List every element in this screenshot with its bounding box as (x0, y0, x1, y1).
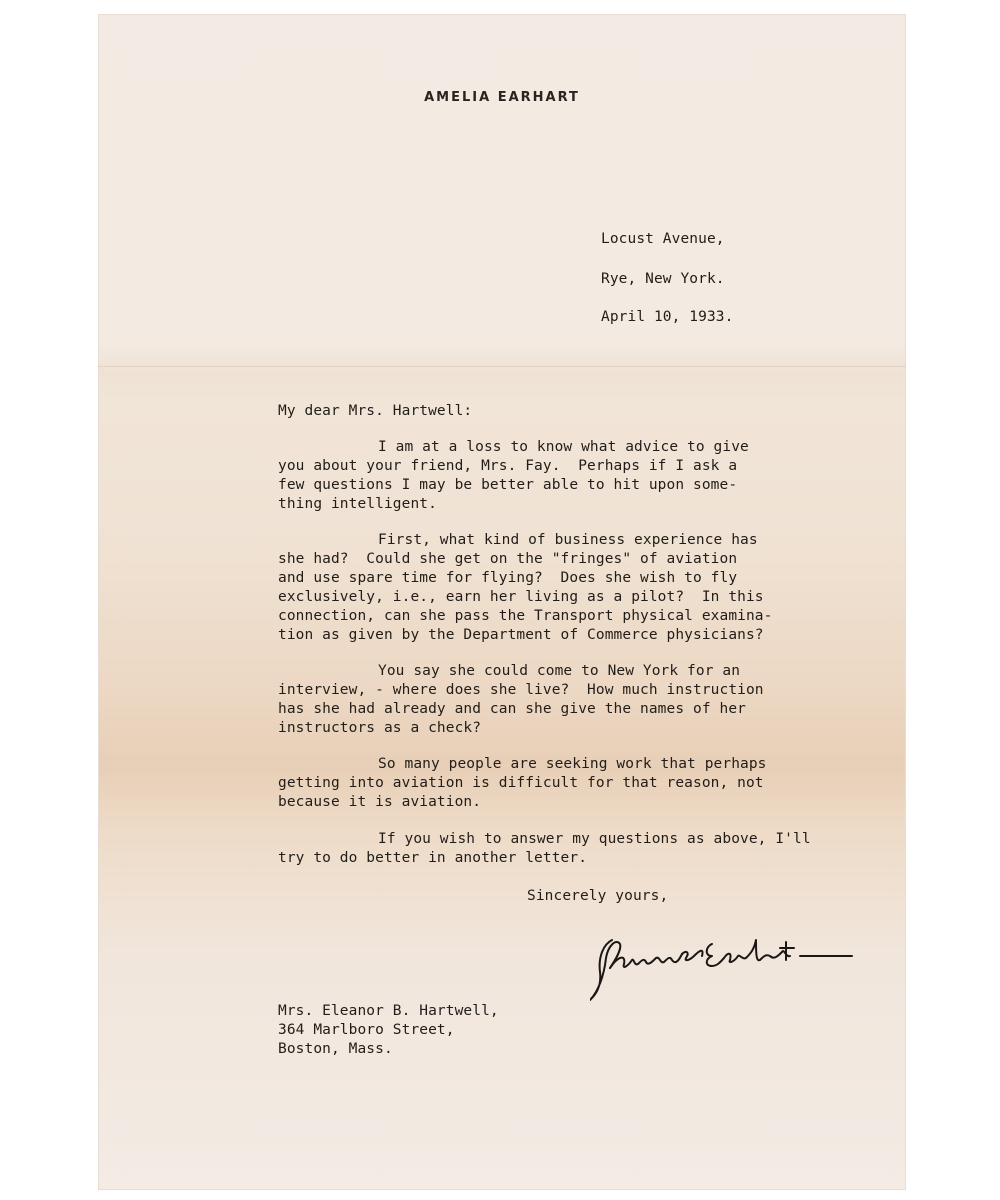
paragraph-line: You say she could come to New York for an (378, 663, 741, 679)
paragraph-line: few questions I may be better able to hit upon some- (278, 477, 738, 493)
fold-crease (98, 366, 906, 367)
paragraph-line: instructors as a check? (278, 720, 482, 736)
paragraph-line: tion as given by the Department of Commerce physicians? (278, 627, 764, 643)
paragraph-line: because it is aviation. (278, 794, 482, 810)
paragraph-line: If you wish to answer my questions as above, I'll (378, 831, 811, 847)
paragraph-line: thing intelligent. (278, 496, 437, 512)
paragraph-line: you about your friend, Mrs. Fay. Perhaps if I ask a (278, 458, 738, 474)
paragraph-line: try to do better in another letter. (278, 850, 588, 866)
paragraph-line: So many people are seeking work that perhaps (378, 756, 767, 772)
paragraph-line: interview, - where does she live? How much instruction (278, 682, 764, 698)
letter-sheet (98, 14, 906, 1190)
sender-address-line-1: Locust Avenue, (601, 231, 725, 247)
paragraph-line: I am at a loss to know what advice to give (378, 439, 749, 455)
salutation: My dear Mrs. Hartwell: (278, 403, 473, 419)
paragraph-line: getting into aviation is difficult for that reason, not (278, 775, 764, 791)
sender-address-line-2: Rye, New York. (601, 271, 725, 287)
letter-date: April 10, 1933. (601, 309, 734, 325)
paragraph-line: she had? Could she get on the "fringes" of aviation (278, 551, 738, 567)
letterhead: AMELIA EARHART (424, 90, 580, 105)
paragraph-line: has she had already and can she give the names of her (278, 701, 746, 717)
paragraph-line: and use spare time for flying? Does she wish to fly (278, 570, 738, 586)
paragraph-line: connection, can she pass the Transport physical examina- (278, 608, 773, 624)
closing: Sincerely yours, (527, 888, 669, 904)
paragraph-line: exclusively, i.e., earn her living as a pilot? In this (278, 589, 764, 605)
recipient-street: 364 Marlboro Street, (278, 1022, 455, 1038)
signature-handwritten (590, 922, 860, 1012)
paragraph-line: First, what kind of business experience has (378, 532, 758, 548)
recipient-city: Boston, Mass. (278, 1041, 393, 1057)
recipient-name: Mrs. Eleanor B. Hartwell, (278, 1003, 499, 1019)
